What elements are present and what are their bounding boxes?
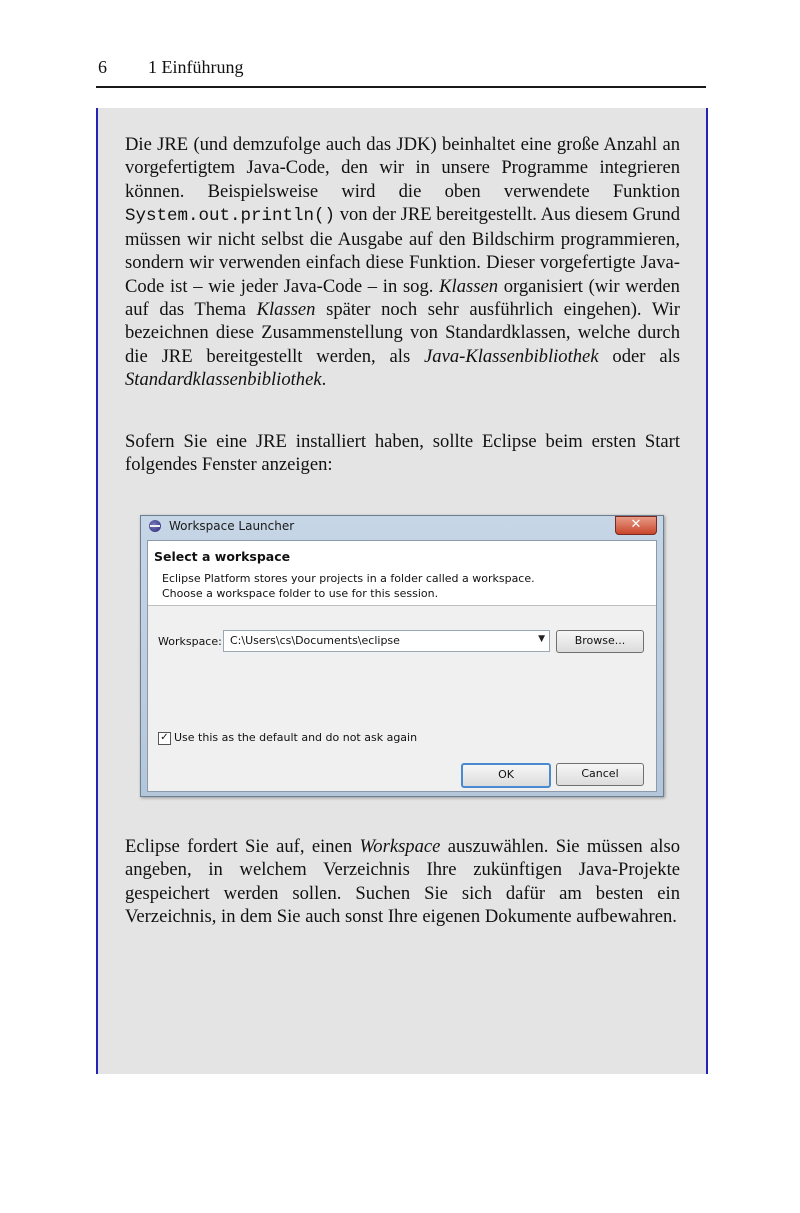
workspace-label: Workspace:: [158, 635, 222, 648]
description-line: Choose a workspace folder to use for this session.: [162, 586, 439, 600]
term-java-class-library: Java-Klassenbibliothek: [424, 345, 599, 367]
dropdown-arrow-icon[interactable]: ▼: [538, 634, 545, 644]
running-head: [96, 56, 706, 88]
term-classes: Klassen: [439, 275, 499, 297]
text-segment: auszuwählen. Sie müssen also angeben, in welchem Verzeichnis Ihre zukünftigen Java-Projekte gespeichert werden sollen. Suchen Sie sich dafür am besten ein Verzeichnis, in dem Sie auch sonst Ihre eigenen Dokumente aufbewahren.: [125, 836, 680, 927]
paragraph-eclipse-start: Sofern Sie eine JRE installiert haben, sollte Eclipse beim ersten Start folgendes Fenster anzeigen:: [125, 431, 680, 476]
default-checkbox-label[interactable]: Use this as the default and do not ask again: [174, 731, 418, 744]
text-segment: Die JRE (und demzufolge auch das JDK) beinhaltet eine große Anzahl an vorgefertigtem Java-Code, den wir in unsere Programme integrieren können. Beispielsweise wird die oben verwendete Funktion: [125, 134, 680, 202]
text-segment: später noch sehr ausführlich eingehen). Wir bezeichnen diese Zusammenstellung von Standardklassen, welche durch die JRE bereitgestellt werden, als: [125, 299, 680, 367]
paragraph-jre-classes: [125, 133, 680, 391]
ok-button[interactable]: OK: [461, 763, 551, 788]
workspace-path-value: C:\Users\cs\Documents\eclipse: [230, 634, 400, 647]
inline-code: System.out.println(): [125, 205, 336, 226]
term-standard-class-library: Standardklassenbibliothek: [125, 368, 322, 390]
close-button[interactable]: ✕: [615, 516, 657, 535]
text-segment: von der JRE bereitgestellt. Aus diesem Grund müssen wir nicht selbst die Ausgabe auf den Bildschirm programmieren, sondern wir verwenden einfach diese Funktion. Dieser vorgefertigte Java-Code ist – wie jeder Java-Code – in sog.: [125, 203, 681, 297]
eclipse-icon: [149, 520, 161, 532]
paragraph-workspace: [125, 835, 680, 928]
browse-button[interactable]: Browse...: [556, 630, 644, 653]
text-segment: organisiert (wir werden auf das Thema: [125, 275, 680, 321]
term-workspace: Workspace: [359, 836, 441, 857]
content-box: [96, 108, 708, 1074]
workspace-launcher-dialog: [140, 515, 664, 797]
text-segment: Eclipse fordert Sie auf, einen: [125, 836, 360, 857]
dialog-title: Workspace Launcher: [169, 519, 295, 533]
cancel-button[interactable]: Cancel: [556, 763, 644, 786]
description-line: Eclipse Platform stores your projects in a folder called a workspace.: [162, 572, 535, 585]
dialog-description: [162, 572, 535, 601]
default-checkbox[interactable]: ✓: [158, 732, 171, 745]
dialog-client-area: [147, 540, 657, 792]
text-segment: .: [321, 368, 327, 390]
dialog-titlebar: [141, 516, 663, 537]
workspace-combobox[interactable]: [223, 630, 550, 652]
chapter-title: 1 Einführung: [148, 57, 244, 77]
term-classes: Klassen: [256, 299, 316, 321]
dialog-heading: Select a workspace: [154, 549, 291, 564]
dialog-header: [148, 541, 656, 606]
page-number: 6: [98, 57, 107, 77]
text-segment: oder als: [598, 345, 680, 367]
